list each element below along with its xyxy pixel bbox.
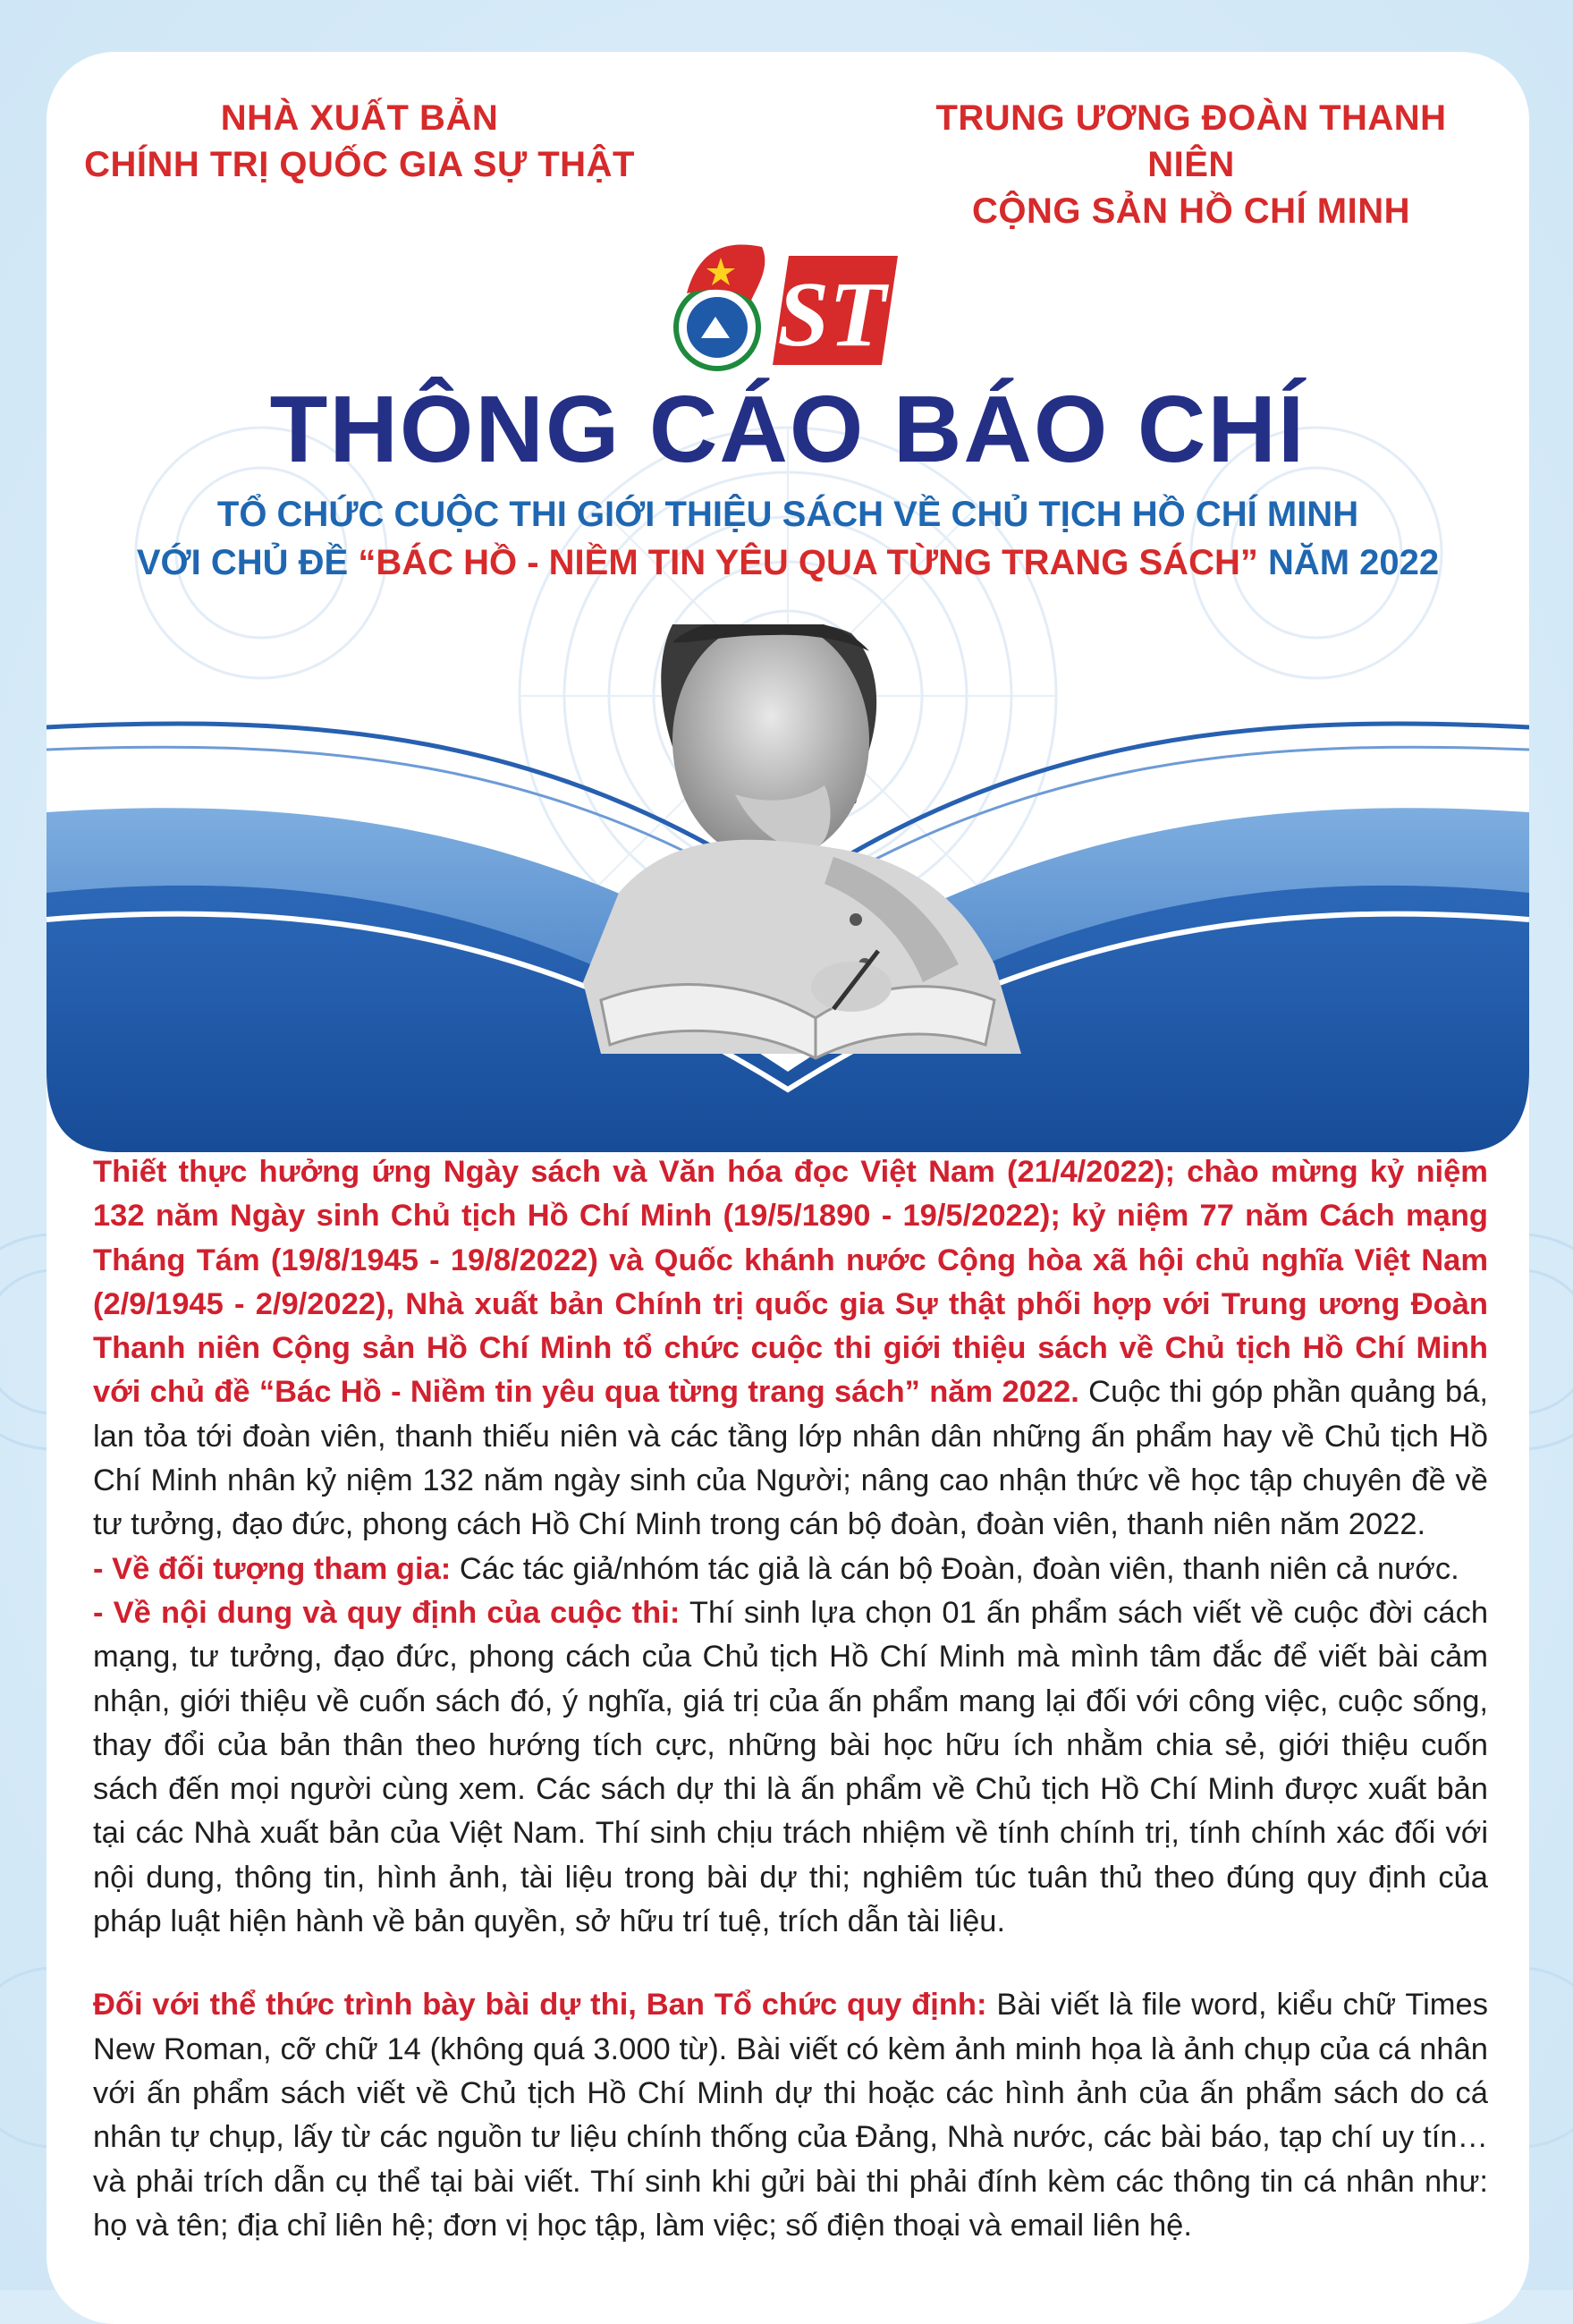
contest-theme: “BÁC HỒ - NIỀM TIN YÊU QUA TỪNG TRANG SÁCH” bbox=[358, 543, 1258, 582]
page-subtitle bbox=[47, 490, 1529, 587]
paragraph-gap bbox=[93, 1944, 1488, 1983]
subtitle-line-2-suffix: NĂM 2022 bbox=[1257, 543, 1440, 582]
youth-union-line-2: CỘNG SẢN HỒ CHÍ MINH bbox=[972, 191, 1410, 231]
publisher-line-1: NHÀ XUẤT BẢN bbox=[220, 98, 499, 138]
st-publisher-logo bbox=[773, 256, 898, 366]
st-logo-text: ST bbox=[777, 263, 886, 366]
subtitle-line-1: TỔ CHỨC CUỘC THI GIỚI THIỆU SÁCH VỀ CHỦ TỊCH HỒ CHÍ MINH bbox=[216, 495, 1359, 534]
youth-union-emblem-icon bbox=[676, 245, 765, 369]
publisher-line-2: CHÍNH TRỊ QUỐC GIA SỰ THẬT bbox=[84, 145, 635, 184]
logos bbox=[664, 231, 923, 383]
press-release-body bbox=[93, 1150, 1488, 2248]
youth-union-name bbox=[905, 95, 1477, 234]
format-text: Bài viết là file word, kiểu chữ Times New Roman, cỡ chữ 14 (không quá 3.000 từ). Bài viết có kèm ảnh minh họa là ảnh chụp của cá nhân với ấn phẩm sách viết về Chủ tịch Hồ Chí Minh dự thi hoặc các hình ảnh của ấn phẩm sách do cá nhân tự chụp, lấy từ các nguồn tư liệu chính thống của Đảng, Nhà nước, các bài báo, tạp chí uy tín…và phải trích dẫn cụ thể tại bài viết. Thí sinh khi gửi bài thi phải đính kèm các thông tin cá nhân như: họ và tên; địa chỉ liên hệ; đơn vị học tập, làm việc; số điện thoại và email liên hệ. bbox=[93, 1988, 1488, 2243]
participants-paragraph bbox=[93, 1548, 1488, 1591]
participants-text: Các tác giả/nhóm tác giả là cán bộ Đoàn, đoàn viên, thanh niên cả nước. bbox=[451, 1551, 1459, 1586]
ho-chi-minh-portrait bbox=[583, 624, 1021, 1058]
publisher-name bbox=[82, 95, 637, 188]
content-rules-label: - Về nội dung và quy định của cuộc thi: bbox=[93, 1595, 681, 1630]
press-release-card bbox=[47, 52, 1529, 2324]
format-paragraph bbox=[93, 1983, 1488, 2248]
intro-highlight: Thiết thực hưởng ứng Ngày sách và Văn hóa đọc Việt Nam (21/4/2022); chào mừng kỷ niệm 132 năm Ngày sinh Chủ tịch Hồ Chí Minh (19/5/1890 - 19/5/2022); kỷ niệm 77 năm Cách mạng Tháng Tám (19/8/1945 - 19/8/2022) và Quốc khánh nước Cộng hòa xã hội chủ nghĩa Việt Nam (2/9/1945 - 2/9/2022), Nhà xuất bản Chính trị quốc gia Sự thật phối hợp với Trung ương Đoàn Thanh niên Cộng sản Hồ Chí Minh tổ chức cuộc thi giới thiệu sách về Chủ tịch Hồ Chí Minh với chủ đề “Bác Hồ - Niềm tin yêu qua từng trang sách” năm 2022. bbox=[93, 1155, 1488, 1410]
content-rules-paragraph bbox=[93, 1591, 1488, 1944]
content-rules-text: Thí sinh lựa chọn 01 ấn phẩm sách viết về cuộc đời cách mạng, tư tưởng, đạo đức, phong cách của Chủ tịch Hồ Chí Minh mà mình tâm đắc để viết bài cảm nhận, giới thiệu về cuốn sách đó, ý nghĩa, giá trị của ấn phẩm mang lại đối với công việc, cuộc sống, thay đổi của bản thân theo hướng tích cực, những bài học hữu ích nhằm chia sẻ, giới thiệu cuốn sách đến mọi người cùng xem. Các sách dự thi là ấn phẩm về Chủ tịch Hồ Chí Minh được xuất bản tại các Nhà xuất bản của Việt Nam. Thí sinh chịu trách nhiệm về tính chính trị, tính chính xác đối với nội dung, thông tin, hình ảnh, tài liệu trong bài dự thi; nghiêm túc tuân thủ theo đúng quy định của pháp luật hiện hành về bản quyền, sở hữu trí tuệ, trích dẫn tài liệu. bbox=[93, 1595, 1489, 1939]
subtitle-line-2 bbox=[47, 539, 1529, 587]
youth-union-line-1: TRUNG ƯƠNG ĐOÀN THANH NIÊN bbox=[935, 98, 1447, 184]
format-label: Đối với thể thức trình bày bài dự thi, Ban Tổ chức quy định: bbox=[93, 1988, 987, 2023]
participants-label: - Về đối tượng tham gia: bbox=[93, 1551, 452, 1586]
subtitle-line-2-prefix: VỚI CHỦ ĐỀ bbox=[136, 543, 359, 582]
intro-text: Cuộc thi góp phần quảng bá, lan tỏa tới đoàn viên, thanh thiếu niên và các tầng lớp nhân dân những ấn phẩm hay về Chủ tịch Hồ Chí Minh nhân kỷ niệm 132 năm ngày sinh của Người; nâng cao nhận thức về học tập chuyên đề về tư tưởng, đạo đức, phong cách Hồ Chí Minh trong cán bộ đoàn, đoàn viên, thanh niên năm 2022. bbox=[93, 1375, 1488, 1542]
page-title: THÔNG CÁO BÁO CHÍ bbox=[269, 377, 1307, 482]
intro-paragraph bbox=[93, 1150, 1488, 1548]
hero-illustration bbox=[47, 624, 1529, 1152]
